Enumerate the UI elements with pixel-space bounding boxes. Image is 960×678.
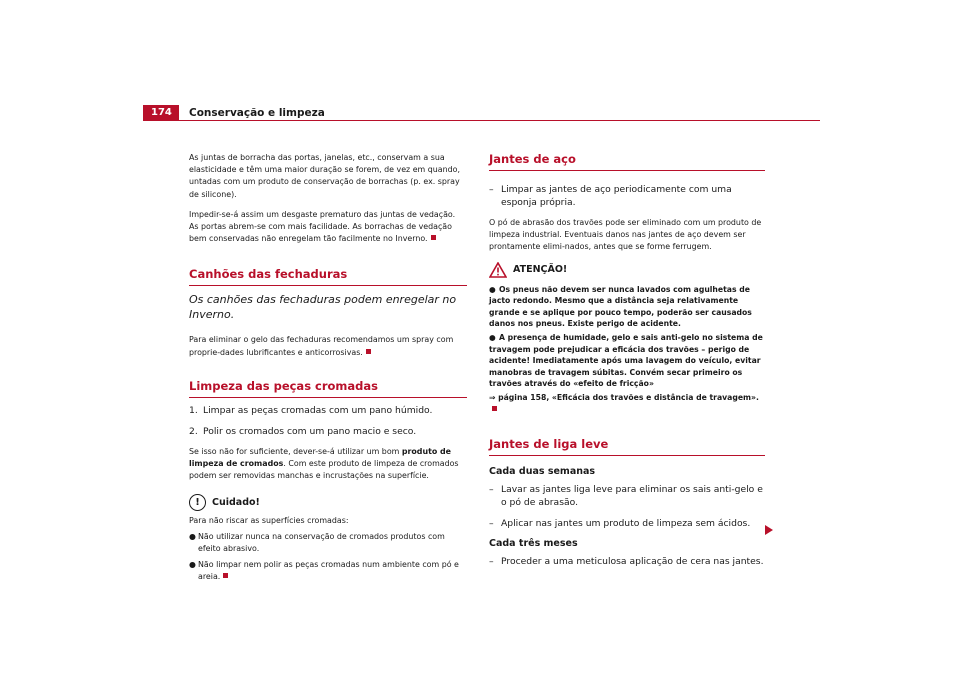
chrome-step-1 xyxy=(189,404,467,417)
caution-bullet-1: ● Não utilizar nunca na conservação de cromados produtos com efeito abrasivo. xyxy=(189,531,445,553)
section-heading-steel-wheels: Jantes de aço xyxy=(489,152,765,171)
dash-marker: – xyxy=(489,184,494,195)
biweekly-step-1: – Lavar as jantes liga leve para eliminar os sais anti-gelo e o pó de abrasão. xyxy=(489,484,763,509)
quarterly-step: – Proceder a uma meticulosa aplicação de cera nas jantes. xyxy=(489,556,764,568)
section-heading-chrome: Limpeza das peças cromadas xyxy=(189,379,467,398)
dash-marker: – xyxy=(489,518,494,530)
chrome-step-2 xyxy=(189,425,467,438)
steel-paragraph: O pó de abrasão dos travões pode ser eliminado com um produto de limpeza industrial. Eventuais danos nas jantes de aço devem ser prontamente elimi-nados, antes que se forme ferrugem. xyxy=(489,218,762,252)
warning-page-reference[interactable]: ⇒ página 158, «Eficácia dos travões e distância de travagem». xyxy=(489,392,765,415)
page-number: 174 xyxy=(143,105,179,121)
caution-intro: Para não riscar as superfícies cromadas: xyxy=(189,516,349,526)
bullet-icon: ● xyxy=(489,332,496,342)
step-number: 1. xyxy=(189,404,198,416)
step-number: 2. xyxy=(189,425,198,437)
warning-header xyxy=(489,262,765,278)
section-end-marker xyxy=(366,349,371,354)
bullet-icon: ● xyxy=(189,531,196,541)
steel-step: – Limpar as jantes de aço periodicamente com uma esponja própria. xyxy=(489,184,732,208)
bullet-icon: ● xyxy=(189,559,196,569)
intro-paragraph-2: Impedir-se-á assim um desgaste prematuro das juntas de vedação. As portas abrem-se com mais facilidade. As borrachas de vedação bem conservadas não enregelam tão facilmente no Inverno. xyxy=(189,209,456,244)
section-heading-alloy-wheels: Jantes de liga leve xyxy=(489,437,765,456)
dash-marker: – xyxy=(489,556,494,568)
section-end-marker xyxy=(492,406,497,411)
header-divider xyxy=(143,120,820,121)
caution-title: Cuidado! xyxy=(212,497,260,509)
warning-box xyxy=(489,262,765,416)
caution-header xyxy=(189,494,467,511)
bullet-icon: ● xyxy=(489,284,496,294)
intro-paragraph-1: As juntas de borracha das portas, janelas, etc., conservam a sua elasticidade e têm uma maior duração se forem, de vez em quando, untadas com um produto de conservação de borrachas (p. ex. spray de silicone). xyxy=(189,153,460,199)
page-header-title: Conservação e limpeza xyxy=(189,107,325,119)
biweekly-label: Cada duas semanas xyxy=(489,466,596,478)
section-heading-locks: Canhões das fechaduras xyxy=(189,267,467,286)
caution-bullet-2: ● Não limpar nem polir as peças cromadas num ambiente com pó e areia. xyxy=(189,559,459,581)
dash-marker: – xyxy=(489,484,494,496)
quarterly-label: Cada três meses xyxy=(489,538,578,550)
left-column xyxy=(189,152,467,587)
section-end-marker xyxy=(431,235,436,240)
section-end-marker xyxy=(223,573,228,578)
warning-bullet-2: ● A presença de humidade, gelo e sais anti-gelo no sistema de travagem pode prejudicar a eficácia dos travões – perigo de acidente! Imediatamente após uma lavagem do veículo, evitar manobras de travagem súbitas. Convém secar primeiro os travões através do «efeito de fricção» xyxy=(489,332,763,389)
right-column xyxy=(489,152,765,576)
warning-title: ATENÇÃO! xyxy=(513,264,568,276)
biweekly-step-2: – Aplicar nas jantes um produto de limpeza sem ácidos. xyxy=(489,518,751,530)
locks-paragraph: Para eliminar o gelo das fechaduras recomendamos um spray com proprie-dades lubrificantes e anticorrosivas. xyxy=(189,335,454,357)
step-text: Limpar as peças cromadas com um pano húmido. xyxy=(203,404,433,416)
warning-triangle-icon xyxy=(489,262,507,278)
next-page-arrow-icon xyxy=(765,525,773,535)
locks-subtitle: Os canhões das fechaduras podem enregelar no Inverno. xyxy=(189,293,457,322)
exclamation-icon: ! xyxy=(189,494,206,511)
step-text: Polir os cromados com um pano macio e seco. xyxy=(203,425,417,437)
chrome-paragraph: Se isso não for suficiente, dever-se-á utilizar um bom produto de limpeza de cromados. Com este produto de limpeza de cromados podem ser removidas manchas e incrustações na superfície. xyxy=(189,446,459,481)
warning-bullet-1: ● Os pneus não devem ser nunca lavados com agulhetas de jacto redondo. Mesmo que a distância seja relativamente grande e se aplique por pouco tempo, poderão ser causados danos nos pneus. Existe perigo de acidente. xyxy=(489,284,752,329)
